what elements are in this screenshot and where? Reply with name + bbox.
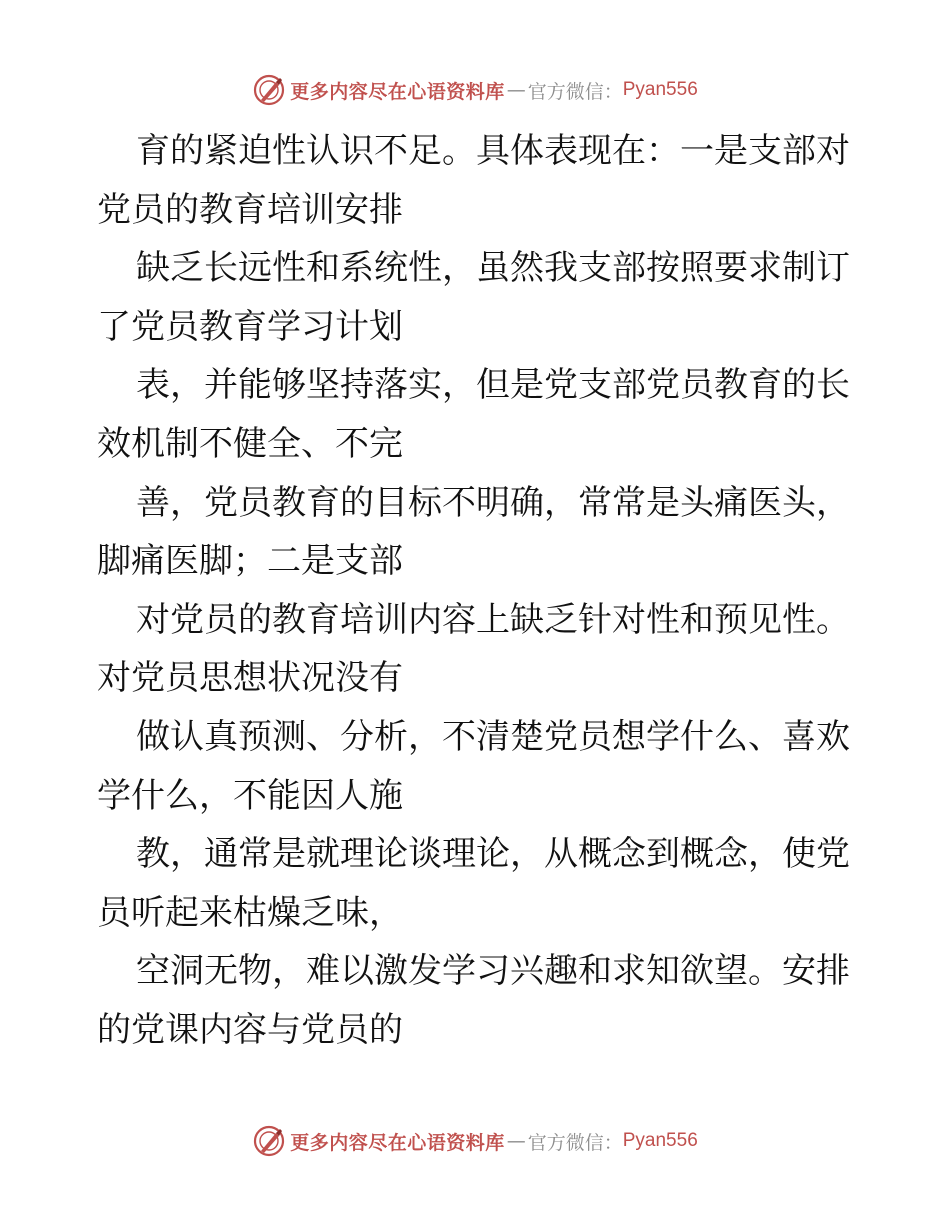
header-watermark-banner [0, 70, 950, 110]
body-line: 缺乏长远性和系统性，虽然我支部按照要求制订 [136, 248, 850, 289]
pen-logo-icon [252, 73, 286, 107]
body-line: 做认真预测、分析，不清楚党员想学什么、喜欢 [136, 716, 850, 757]
body-line: 对党员思想状况没有 [97, 658, 403, 699]
body-line: 对党员的教育培训内容上缺乏针对性和预见性。 [136, 599, 850, 640]
body-line: 的党课内容与党员的 [97, 1009, 403, 1050]
body-line: 员听起来枯燥乏味， [97, 892, 403, 933]
banner-wechat-id: Pyan556 [622, 1130, 698, 1151]
body-line: 育的紧迫性认识不足。具体表现在：一是支部对 [136, 131, 850, 171]
body-line: 脚痛医脚；二是支部 [97, 541, 403, 582]
banner-wechat-label: 官方微信： [527, 1131, 623, 1154]
body-line: 了党员教育学习计划 [97, 306, 403, 347]
banner-wechat-label: 官方微信： [527, 80, 623, 103]
pen-logo-icon [252, 1124, 286, 1158]
banner-wechat-id: Pyan556 [622, 79, 698, 100]
document-body [97, 122, 857, 1060]
body-line: 教，通常是就理论谈理论，从概念到概念，使党 [136, 834, 850, 875]
banner-dash: — [506, 79, 526, 101]
body-line: 善，党员教育的目标不明确，常常是头痛医头， [136, 482, 850, 523]
body-line: 党员的教育培训安排 [97, 189, 403, 230]
body-line: 空洞无物，难以激发学习兴趣和求知欲望。安排 [136, 951, 850, 992]
banner-brand-text: 更多内容尽在心语资料库 [290, 80, 505, 103]
body-line: 学什么，不能因人施 [97, 775, 403, 816]
body-line: 效机制不健全、不完 [97, 423, 403, 464]
body-line: 表，并能够坚持落实，但是党支部党员教育的长 [136, 365, 850, 406]
banner-dash: — [506, 1130, 526, 1152]
banner-brand-text: 更多内容尽在心语资料库 [290, 1131, 505, 1154]
footer-watermark-banner [0, 1121, 950, 1161]
